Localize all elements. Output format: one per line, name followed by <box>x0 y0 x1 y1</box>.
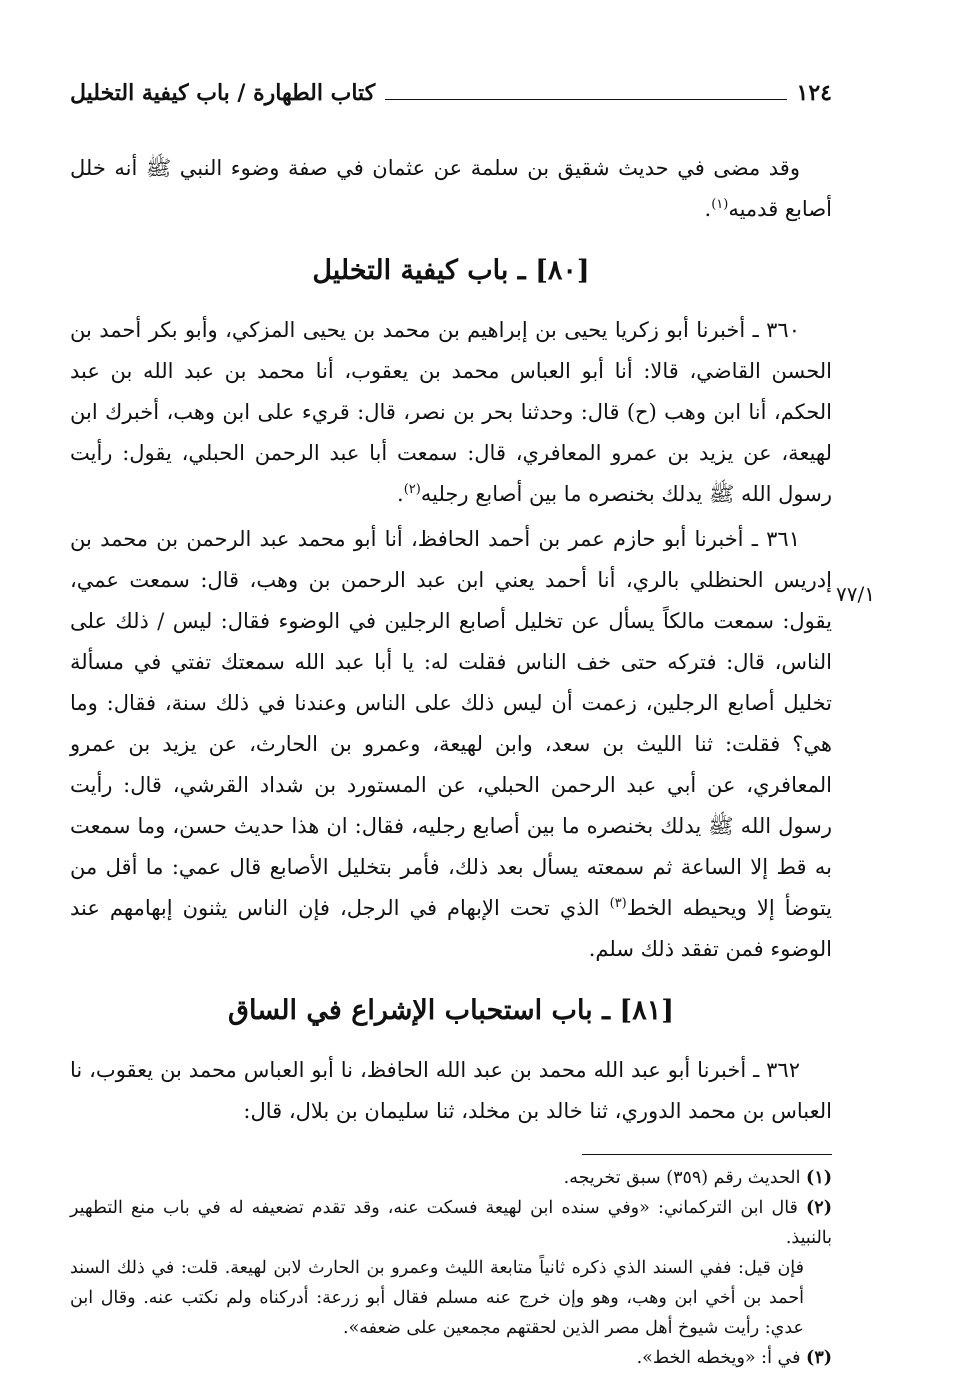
footnote-2-number: (٢) <box>806 1198 832 1218</box>
footnote-2-continuation: فإن قيل: ففي السند الذي ذكره ثانياً متابعة الليث وعمرو بن الحارث لابن لهيعة. قلت: في ذلك السند أحمد بن أخي ابن وهب، وهو وإن خرج عنه مسلم فقال أبو زرعة: أدركناه ولم نكتب عنه. وقال ابن عدي: رأيت شيوخ أهل مصر الذين لحقتهم مجمعين على ضعفه». <box>70 1258 804 1338</box>
running-title: كتاب الطهارة / باب كيفية التخليل <box>70 80 376 106</box>
footnote-1-number: (١) <box>806 1168 832 1188</box>
section-heading-80: [٨٠] ـ باب كيفية التخليل <box>312 255 590 286</box>
hadith-361-part1: ٣٦١ ـ أخبرنا أبو حازم عمر بن أحمد الحافظ، أنا أبو محمد عبد الرحمن بن محمد بن إدريس الحنظلي بالري، أنا أحمد يعني ابن عبد الرحمن بن وهب، قال: سمعت عمي، يقول: سمعت مالكاً يسأل عن تخليل أصابع الرجلين في الوضوء فقال: ليس / ذلك على الناس، قال: فتركه حتى خف الناس فقلت له: يا أبا عبد الله سمعتك تفتي في مسألة تخليل أصابع الرجلين، زعمت أن ليس ذلك على الناس وعندنا في ذلك سنة، فقال: وما هي؟ فقلت: ثنا الليث بن سعد، وابن لهيعة، وعمرو بن الحارث، عن يزيد بن عمرو المعافري، عن أبي عبد الرحمن الحبلي، عن المستورد بن شداد القرشي، قال: رأيت رسول الله ﷺ يدلك بخنصره ما بين أصابع رجليه، فقال: ان هذا حديث حسن، وما سمعت به قط إلا الساعة ثم سمعته يسأل بعد ذلك، فأمر بتخليل الأصابع قال عمي: ما أقل من يتوضأ إلا ويحيطه الخط <box>70 527 833 920</box>
intro-text: وقد مضى في حديث شقيق بن سلمة عن عثمان في صفة وضوء النبي ﷺ أنه خلل أصابع قدميه <box>70 156 832 221</box>
page-header <box>70 78 832 108</box>
footnote-separator <box>582 1154 832 1155</box>
hadith-361 <box>70 519 832 970</box>
hadith-361-part2: الذي تحت الإبهام في الرجل، فإن الناس يثنون إبهامهم عند الوضوء فمن تفقد ذلك سلم. <box>70 896 832 961</box>
hadith-360-text: ٣٦٠ ـ أخبرنا أبو زكريا يحيى بن إبراهيم بن محمد بن يحيى المزكي، وأبو بكر أحمد بن الحسن القاضي، قالا: أنا أبو العباس محمد بن يعقوب، أنا محمد بن عبد الله بن عبد الحكم، أنا ابن وهب (ح) قال: وحدثنا بحر بن نصر، قال: قريء على ابن وهب، أخبرك ابن لهيعة، عن يزيد بن عمرو المعافري، قال: سمعت أبا عبد الرحمن الحبلي، يقول: رأيت رسول الله ﷺ يدلك بخنصره ما بين أصابع رجليه <box>70 318 832 506</box>
footnote-ref-2: (٢) <box>403 482 421 497</box>
intro-paragraph <box>70 148 832 230</box>
hadith-362: ٣٦٢ ـ أخبرنا أبو عبد الله محمد بن عبد الله الحافظ، نا أبو العباس محمد بن يعقوب، نا العباس بن محمد الدوري، ثنا خالد بن مخلد، ثنا سليمان بن بلال، قال: <box>70 1058 832 1123</box>
footnote-3 <box>70 1343 832 1373</box>
book-page <box>70 78 832 1373</box>
section-heading-81: [٨١] ـ باب استحباب الإشراع في الساق <box>228 995 674 1026</box>
footnote-1 <box>70 1163 832 1193</box>
page-number: ١٢٤ <box>796 80 832 106</box>
manuscript-margin-note: ٧٧/١ <box>836 582 875 606</box>
footnote-2 <box>70 1193 832 1253</box>
hadith-360 <box>70 310 832 515</box>
footnote-3-text: في أ: «ويخطه الخط». <box>636 1348 801 1368</box>
footnote-1-text: الحديث رقم (٣٥٩) سبق تخريجه. <box>563 1168 801 1188</box>
footnote-2-line1: قال ابن التركماني: «وفي سنده ابن لهيعة فسكت عنه، وقد تقدم تضعيفه له في باب منع التطهير بالنبيذ. <box>70 1198 832 1248</box>
footnote-ref-1: (١) <box>711 197 729 212</box>
header-rule <box>385 99 786 100</box>
footnote-ref-3: (٣) <box>609 896 627 911</box>
footnote-3-number: (٣) <box>806 1348 832 1368</box>
intro-end: . <box>704 197 712 221</box>
hadith-360-end: . <box>397 482 404 506</box>
